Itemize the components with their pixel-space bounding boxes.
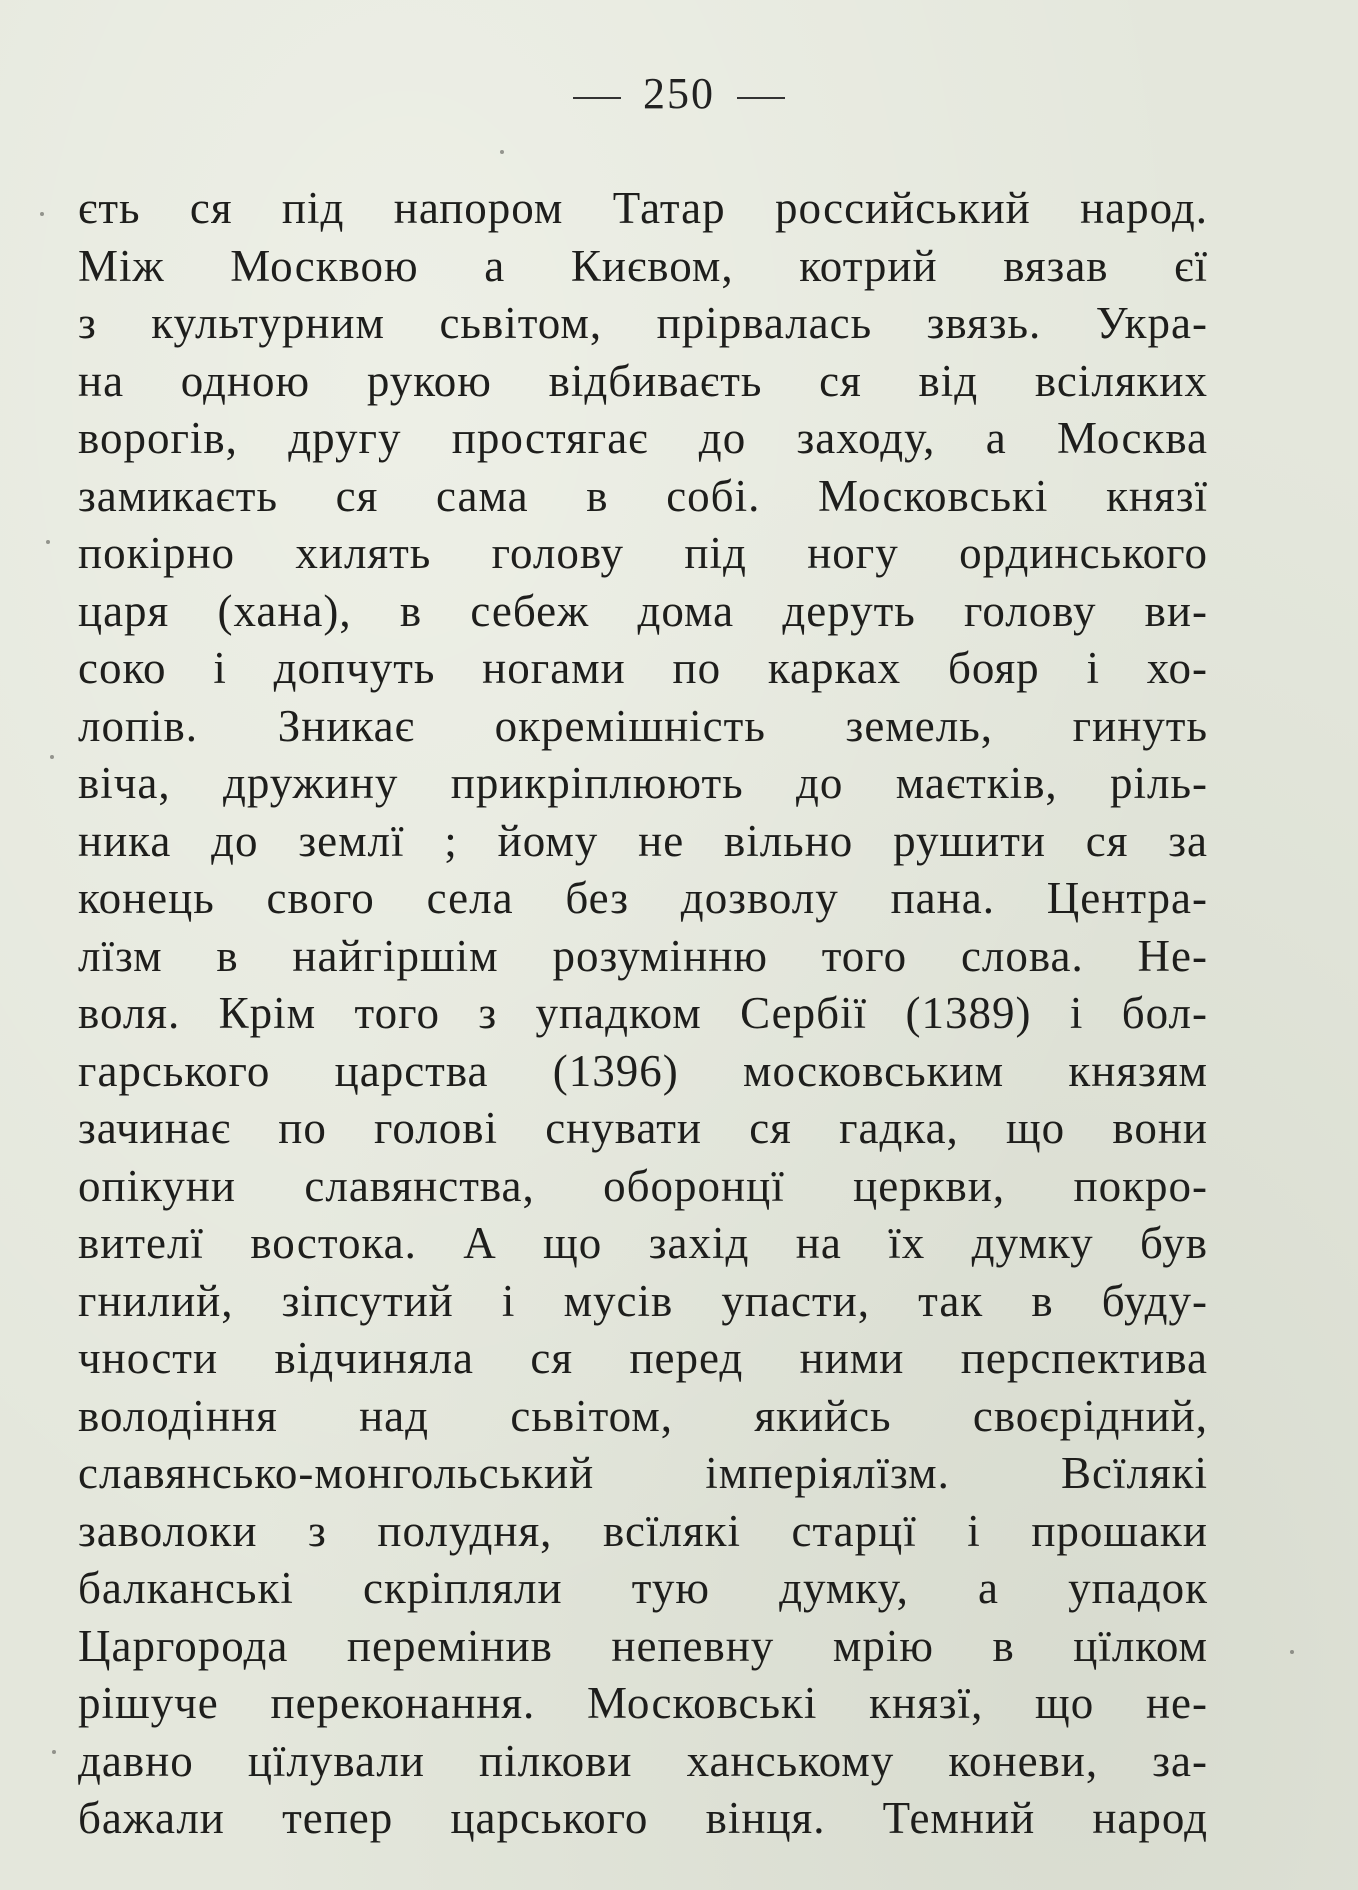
text-line: ворогів, другу простягає до заходу, а Москва [78,413,1208,463]
text-line: лїзм в найгіршім розумінню того слова. Не- [78,930,1208,981]
paper-speck [52,1750,56,1754]
paper-speck [46,540,50,544]
left-dash [573,97,621,99]
text-line: володіння над сьвітом, якийсь своєрідний, [78,1390,1208,1441]
page-number: 250 [643,69,715,118]
page-number-header [0,68,1358,119]
paper-speck [500,150,504,154]
text-line: зачинає по голові снувати ся гадка, що вони [78,1103,1208,1153]
text-line: опікуни славянства, оборонцї церкви, покро- [78,1160,1208,1211]
text-line: давно цїлували пілкови ханському коневи, за- [78,1735,1208,1786]
text-line: покірно хилять голову під ногу ординського [78,528,1208,578]
text-line: царя (хана), в себеж дома деруть голову ви- [78,585,1208,636]
text-line: єть ся під напором Татар российський народ. [78,183,1208,233]
text-line: балканські скріпляли тую думку, а упадок [78,1563,1208,1613]
text-line: на одною рукою відбиваєть ся від всіляких [78,355,1208,406]
text-line: соко і допчуть ногами по карках бояр і хо- [78,643,1208,693]
body-text [78,180,1208,1848]
text-line: Царгорода перемінив непевну мрію в цїлком [78,1620,1208,1671]
text-line: віча, дружину прикріплюють до маєтків, ріль- [78,758,1208,808]
text-line: гнилий, зіпсутий і мусів упасти, так в буду- [78,1275,1208,1326]
text-line: гарського царства (1396) московським князям [78,1045,1208,1096]
text-line: вителї востока. А що захід на їх думку був [78,1218,1208,1268]
text-line: конець свого села без дозволу пана. Центра- [78,873,1208,923]
text-line: Між Москвою а Києвом, котрий вязав єї [78,240,1208,291]
text-line: заволоки з полудня, всїлякі старцї і прошаки [78,1505,1208,1556]
text-line: ника до землї ; йому не вільно рушити ся за [78,815,1208,866]
text-line: чности відчиняла ся перед ними перспектива [78,1333,1208,1383]
text-line: замикаєть ся сама в собі. Московські князї [78,470,1208,521]
text-line: воля. Крім того з упадком Сербії (1389) і бол- [78,988,1208,1038]
text-line: бажали тепер царського вінця. Темний народ [78,1793,1208,1843]
paper-speck [1290,1650,1294,1654]
paper-speck [40,212,44,216]
text-line: славянсько-монгольський імперіялїзм. Всїлякі [78,1448,1208,1498]
text-line: лопів. Зникає окремішність земель, гинуть [78,700,1208,751]
right-dash [737,97,785,99]
paper-speck [50,755,54,759]
text-line: з культурним сьвітом, прірвалась звязь. Укра- [78,298,1208,348]
text-line: рішуче переконання. Московські князї, що не- [78,1678,1208,1728]
